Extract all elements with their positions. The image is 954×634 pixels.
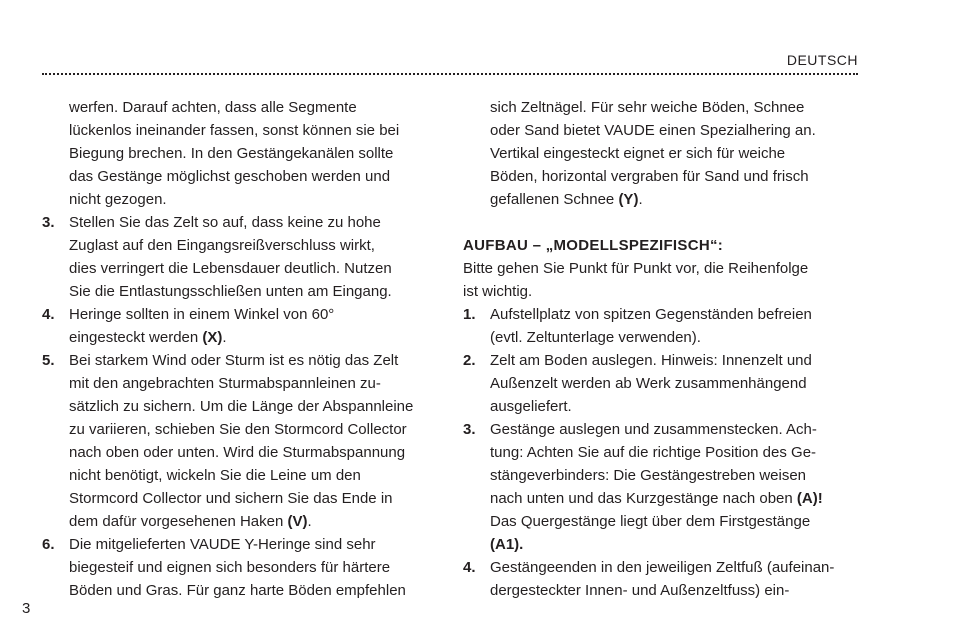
text-line: werfen. Darauf achten, dass alle Segmente: [69, 99, 357, 116]
text-line: Außenzelt werden ab Werk zusammenhängend: [490, 375, 807, 392]
page-number: 3: [22, 600, 31, 617]
text-line: Zelt am Boden auslegen. Hinweis: Innenzelt und: [490, 352, 812, 369]
text-line: tung: Achten Sie auf die richtige Position des Ge-: [490, 444, 817, 461]
figure-reference: (X): [202, 329, 223, 346]
text-line: Zuglast auf den Eingangsreißverschluss wirkt,: [69, 237, 375, 254]
text-run: gefallenen Schnee: [490, 191, 619, 208]
list-number: 4.: [463, 559, 476, 576]
figure-reference: (A1).: [490, 536, 524, 553]
list-item-4: [463, 556, 863, 602]
left-column: [42, 96, 442, 602]
list-number: 2.: [463, 352, 476, 369]
text-run: .: [307, 513, 312, 530]
list-number: 3.: [42, 214, 55, 231]
text-line: Sie die Entlastungsschließen unten am Eingang.: [69, 283, 392, 300]
text-line: zu variieren, schieben Sie den Stormcord Collector: [69, 421, 407, 438]
figure-reference: (Y): [618, 191, 639, 208]
text-line: biegesteif und eignen sich besonders für härtere: [69, 559, 391, 576]
section-heading: AUFBAU – „MODELLSPEZIFISCH“:: [463, 237, 724, 254]
text-line: [42, 326, 442, 349]
text-line: das Gestänge möglichst geschoben werden und: [69, 168, 391, 185]
figure-reference: (A)!: [796, 490, 823, 507]
list-item-3: [463, 418, 863, 556]
text-line: ausgeliefert.: [490, 398, 572, 415]
text-line: (evtl. Zeltunterlage verwenden).: [490, 329, 701, 346]
text-run: eingesteckt werden: [69, 329, 203, 346]
text-line: [463, 487, 863, 510]
text-line: [463, 188, 863, 211]
text-run: .: [222, 329, 227, 346]
text-line: Bei starkem Wind oder Sturm ist es nötig das Zelt: [69, 352, 399, 369]
text-run: .: [638, 191, 643, 208]
list-number: 5.: [42, 352, 55, 369]
text-line: sich Zeltnägel. Für sehr weiche Böden, Schnee: [490, 99, 805, 116]
list-item-4: [42, 303, 442, 349]
list-item-5: [42, 349, 442, 533]
text-line: Vertikal eingesteckt eignet er sich für weiche: [490, 145, 786, 162]
text-line: nicht gezogen.: [69, 191, 167, 208]
text-line: [42, 510, 442, 533]
text-line: Stormcord Collector und sichern Sie das Ende in: [69, 490, 393, 507]
text-line: Stellen Sie das Zelt so auf, dass keine zu hohe: [69, 214, 381, 231]
text-run: nach unten und das Kurzgestänge nach oben: [490, 490, 797, 507]
list-item-1: [463, 303, 863, 349]
list-item-2: [463, 349, 863, 418]
text-line: mit den angebrachten Sturmabspannleinen zu-: [69, 375, 381, 392]
text-line: Heringe sollten in einem Winkel von 60°: [69, 306, 335, 323]
text-line: Das Quergestänge liegt über dem Firstgestänge: [490, 513, 811, 530]
text-line: ist wichtig.: [463, 283, 533, 300]
section-label: DEUTSCH: [786, 52, 858, 68]
right-column: [463, 96, 863, 602]
dotted-divider: [42, 73, 858, 75]
text-line: nicht benötigt, wickeln Sie die Leine um den: [69, 467, 361, 484]
text-line: Bitte gehen Sie Punkt für Punkt vor, die Reihenfolge: [463, 260, 809, 277]
text-line: lückenlos ineinander fassen, sonst können sie bei: [69, 122, 400, 139]
figure-reference: (V): [287, 513, 308, 530]
text-line: dies verringert die Lebensdauer deutlich. Nutzen: [69, 260, 392, 277]
list-item-3: [42, 211, 442, 303]
text-line: Böden und Gras. Für ganz harte Böden empfehlen: [69, 582, 406, 599]
text-line: Gestängeenden in den jeweiligen Zeltfuß (aufeinan-: [490, 559, 835, 576]
text-line: oder Sand bietet VAUDE einen Spezialhering an.: [490, 122, 816, 139]
text-line: Gestänge auslegen und zusammenstecken. Ach-: [490, 421, 817, 438]
list-number: 1.: [463, 306, 476, 323]
text-line: Die mitgelieferten VAUDE Y-Heringe sind sehr: [69, 536, 376, 553]
text-line: Aufstellplatz von spitzen Gegenständen befreien: [490, 306, 812, 323]
continued-paragraph: [463, 96, 863, 211]
text-line: sätzlich zu sichern. Um die Länge der Abspannleine: [69, 398, 414, 415]
text-line: Böden, horizontal vergraben für Sand und frisch: [490, 168, 809, 185]
list-number: 6.: [42, 536, 55, 553]
list-number: 4.: [42, 306, 55, 323]
list-item-6: [42, 533, 442, 602]
continued-paragraph: [42, 96, 442, 211]
text-line: dergesteckter Innen- und Außenzeltfuss) ein-: [490, 582, 790, 599]
text-line: nach oben oder unten. Wird die Sturmabspannung: [69, 444, 406, 461]
text-line: stängeverbinders: Die Gestängestreben weisen: [490, 467, 807, 484]
text-line: Biegung brechen. In den Gestängekanälen sollte: [69, 145, 394, 162]
text-run: dem dafür vorgesehenen Haken: [69, 513, 288, 530]
list-number: 3.: [463, 421, 476, 438]
spacer: [463, 211, 863, 234]
